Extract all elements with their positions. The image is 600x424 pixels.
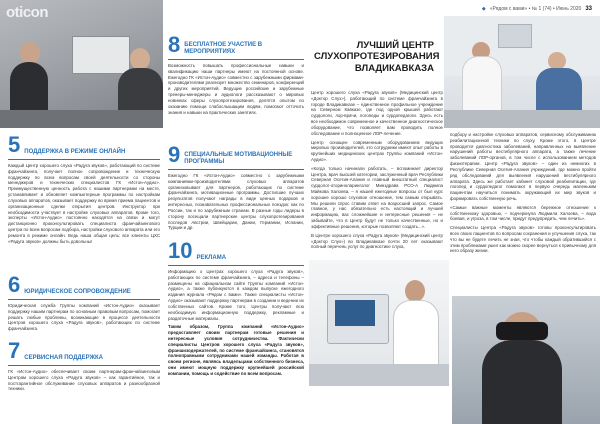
section-number: 8: [168, 32, 181, 57]
section-text-conclusion: Таким образом, Группа компаний «Истон-Аудио» предоставляет своим партнерам готовые решения и интересные условия сотрудничества. Фактически специалисты Центров хорошего слуха «Радуга звуков», франшизодержателей, по системе франчайзинга, становятся полноправными сотрудниками нашей команды. Работая в своем регионе, являясь владельцами собственного бизнеса, они имеют мощную поддержку крупнейшей российской компании, помощь и содействие по всем вопросам.: [168, 324, 304, 376]
section-5: [8, 134, 160, 244]
section-title: ПОДДЕРЖКА В РЕЖИМЕ ОНЛАЙН: [24, 149, 126, 156]
article-paragraph-6: Специалисты Центра «Радуга звуков» готовы проконсультировать всех своих пациентов по вопросам сохранения и улучшения слуха, так что вы не будете лечить не зная, что чтобы каждый обратившийся с этим проблемами ушел как можно скорее вернуться к привычному для него образу жизни.: [450, 225, 596, 254]
page-header: [482, 6, 592, 12]
section-6: [8, 274, 160, 332]
section-title: РЕКЛАМА: [196, 255, 227, 262]
section-title: БЕСПЛАТНОЕ УЧАСТИЕ В МЕРОПРИЯТИЯХ: [184, 42, 263, 56]
page-number: 33: [585, 6, 592, 12]
section-7: [8, 340, 160, 392]
header-mark: ◆: [481, 6, 486, 12]
vestibular-test-photo: [452, 296, 600, 424]
section-number: 5: [8, 132, 21, 157]
section-title: СПЕЦИАЛЬНЫЕ МОТИВАЦИОННЫЕ ПРОГРАММЫ: [184, 152, 293, 166]
section-8: [168, 34, 304, 115]
article-title: ЛУЧШИЙ ЦЕНТР СЛУХОПРОТЕЗИРОВАНИЯ ВЛАДИКАВКАЗА: [314, 40, 440, 74]
section-text: Ежегодно ГК «Истон-Аудио» совместно с зарубежными компаниями-производителями слуховых аппаратов организовывает для партнеров, работающих по системе франчайзинга, мотивационные программы. Достигшие лучших результатов получают награды в виде ценных подарков и интересных, познавательных профессиональных поездок: как по России, так и по зарубежным странам. В разные годы лидеры в сторону посещали партнерские центры слухопротезирования последов Австрии, Швейцарии, Дании, Германии, Испании, Турции и др.: [168, 173, 304, 231]
section-text: Каждый Центр хорошего слуха «Радуга звуков», работающий по системе франчайзинга, получает полное сопровождение и техническую поддержку по всем вопросам своей деятельности со стороны менеджеров и технических специалистов ГК «Истон-Аудио». Преимущественную ценность работа с нашими партнерами на месте, устанавливает и обновляет компьютерные программы по настройкам слуховых аппаратов, оказывает поддержку во время приема пациентов и организационные сделки открытия центров. Инструктор при необходимости участвует в настройке слуховых аппаратов. Кроме того, эксперты «Истон-Аудио» постоянно находятся на связи и могут дистанционно проконсультировать специалиста франчайзингового центра по всем вопросам подбора, настройки слухового аппарата или его ремонта в режиме онлайн. Ведь наша общая цель: все клиенты ЦХС «Радуга звуков» должны быть довольны!: [8, 163, 160, 244]
section-text: Юридическая служба Группы компаний «Истон-Аудио» оказывает поддержку нашим партнерам по основным правовым вопросам, помогает решать любые проблемы, возникающие в процессе деятельности Центров хорошего слуха «Радуга звуков», работающих по системе франчайзинга.: [8, 303, 160, 332]
article-column-2: [450, 132, 596, 254]
article-paragraph-2: Центр оснащен современным оборудованием ведущих мировых производителей, это сотрудники имеют опыт работы в крупнейших медицинских центрах Группы компаний «Истон-Аудио».: [311, 139, 443, 162]
photo-brand-logo: oticon: [6, 4, 48, 21]
article-paragraph-4: подбору и настройке слуховых аппаратов, сервисному обслуживанию реабилитационной техники по слуху. Кроме этого, в Центре проводится диагностика заболеваний, направленных на выявление нарушений работы вестибулярного аппарата, а также лечение заболеваний ЛОР-органов, в том числе с использованием методов физиотерапии. Центр «Радуга звуков» – один из немногих в Республике Северная Осетия-Алания учреждений, где можно пройти ряд обследований для выявления нарушений вестибулярного аппарата. Здесь же работает кабинет слуховой реабилитации, где логопед и сурдопедагог помогают в первую очередь маленьким пациентам научиться понимать окружающий их мир звуков и формировать собственную речь.: [450, 132, 596, 201]
article-paragraph-5: «Самые важные моменты являются бережное отношение к собственному здоровью, – подчеркнула Людмила Халоева, – вода боевая, и угроза, в том числе, придут предупредить, чем лечить».: [450, 204, 596, 222]
section-number: 6: [8, 272, 21, 297]
article-paragraph-1: Центр хорошего слуха «Радуга звуков» (Медицинский центр «Доктор Слух»), работающий по системе франчайзинга в городе Владикавказе – единственное профильное учреждение на Северном Кавказе, где под одной крышей работают сурдологи, лор-врачи, логопеды и сурдопедагоги. Здесь есть все необходимое современное и качественное диагностическое оборудование, что позволяет вам проводить полное обследование и полноценное ЛОР-лечение.: [311, 90, 443, 136]
audiometry-equipment-photo: [309, 260, 449, 386]
article-column-1: [311, 90, 443, 250]
center-staff-photo: [444, 16, 600, 128]
consultation-photo: [0, 0, 163, 128]
section-text: Информацию о Центрах хорошего слуха «Радуга звуков», работающих по системе франчайзинга, – адреса и телефоны – размещены на официальном сайте Группы компаний «Истон-Аудио», а также публикуются в каждом выпуске ежегодного издания журнала «Рядом с вами». Также специалисты «Истон-Аудио» оказывают поддержку партнерам в создании и ведении их собственных сайтов. Кроме того, Центры получают всю необходимую информационную поддержку, рекламные и раздаточные материалы.: [168, 269, 304, 321]
section-number: 10: [168, 238, 193, 263]
section-title: СЕРВИСНАЯ ПОДДЕРЖКА: [24, 355, 104, 362]
section-text: ГК «Истон-Аудио» обеспечивает своим партнерам-франчайзинговым Центрам хорошего слуха «Радуга звуков» – как гарантийное, так и постгарантийное обслуживание слуховых аппаратов и разнообразной техники.: [8, 369, 160, 392]
section-text: Возможность повышать профессиональные навыки и квалификацию наши партнеры имеют на постоянной основе. Ежегодно ГК «Истон-Аудио» совместно с зарубежными фирмами-производителями реализует множество семинаров, конференций и других мероприятий. Ведущие российские и зарубежные тренеры-менеджеры и аудиологи рассказывают о мировых новинках сферы слухопротезирования, делятся опытом по оказанию помощи слабослышащим людям, помогают отточить знания и навыки на практических занятиях.: [168, 63, 304, 115]
section-number: 9: [168, 142, 181, 167]
article-quote: «Когда только начинали работать, – вспоминает директор Центра, врач высшей категории, заслуженный врач Республики Северная Осетия-Алания и главный внештатный специалист сурдолог-оториноларинголог Минздрава РСО-А Людмила Майкова Халоева, – я нашей ежегодные вопросы от был курс хорошее хорошо слуховое отношение, тем самым открывать. Мы решили спрос ставим ответ на возросший запрос. Самое главное, у нас обязательно есть настоящий и лучшей информацию, вас сложнейшие и интересные решения – не забывайте, что в Центр будут не только качественные, но и эффективные решения, которые позволяют создать...».: [311, 165, 443, 229]
section-number: 7: [8, 338, 21, 363]
section-9: [168, 144, 304, 231]
article-paragraph-3: В Центре хорошего слуха «Радуга звуков» (Медицинский центр «Доктор Слух») во Владикавказе почти 20 лет оказывают полный перечень услуг по диагностике слуха,: [311, 232, 443, 250]
section-10: [168, 240, 304, 377]
journal-issue: «Рядом с вами» • № 1 (74) • Июнь 2020: [489, 6, 582, 12]
section-title: ЮРИДИЧЕСКОЕ СОПРОВОЖДЕНИЕ: [24, 289, 131, 296]
